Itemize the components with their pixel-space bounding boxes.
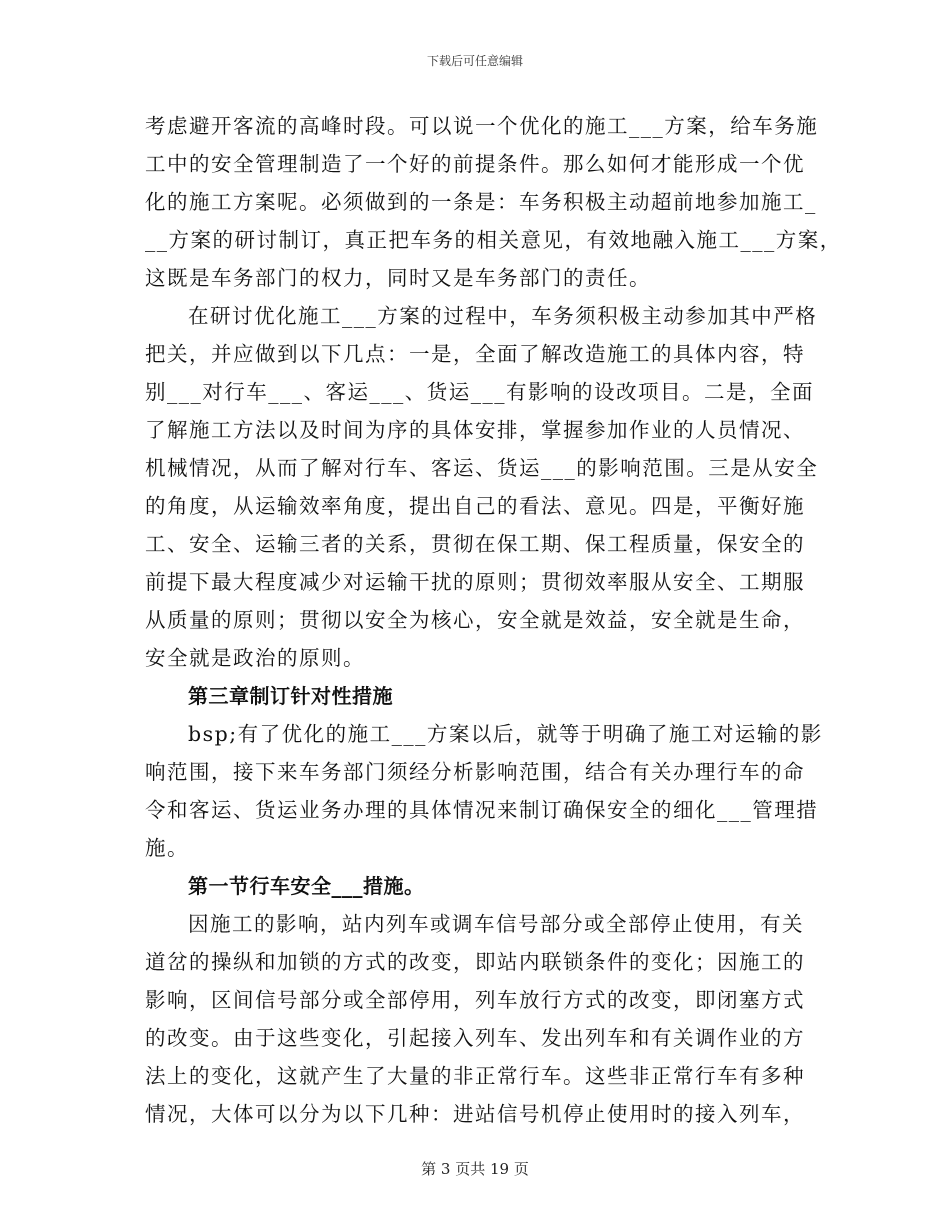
paragraph-line: 工中的安全管理制造了一个好的前提条件。那么如何才能形成一个优	[145, 152, 805, 176]
paragraph-line: 的角度，从运输效率角度，提出自己的看法、意见。四是，平衡好施	[145, 494, 805, 518]
chapter-heading: 第三章制订针对性措施	[188, 684, 393, 708]
page-number-footer: 第 3 页共 19 页	[421, 1160, 529, 1178]
paragraph-line: 道岔的操纵和加锁的方式的改变，即站内联锁条件的变化；因施工的	[145, 950, 805, 974]
paragraph-line: 令和客运、货运业务办理的具体情况来制订确保安全的细化___管理措	[145, 798, 819, 822]
paragraph-line: 情况，大体可以分为以下几种：进站信号机停止使用时的接入列车，	[145, 1102, 805, 1126]
paragraph-line: 了解施工方法以及时间为序的具体安排，掌握参加作业的人员情况、	[145, 418, 805, 442]
paragraph-line: 别___对行车___、客运___、货运___有影响的设改项目。二是，全面	[145, 380, 814, 404]
paragraph-line: 从质量的原则；贯彻以安全为核心，安全就是效益，安全就是生命，	[145, 608, 805, 632]
paragraph-line: 把关，并应做到以下几点：一是，全面了解改造施工的具体内容，特	[145, 342, 805, 366]
paragraph-line: __方案的研讨制订，真正把车务的相关意见，有效地融入施工___方案，	[145, 228, 842, 252]
paragraph-line: 响范围，接下来车务部门须经分析影响范围，结合有关办理行车的命	[145, 760, 805, 784]
section-heading: 第一节行车安全___措施。	[188, 874, 425, 898]
paragraph-line: 的改变。由于这些变化，引起接入列车、发出列车和有关调作业的方	[145, 1026, 805, 1050]
paragraph-line: 前提下最大程度减少对运输干扰的原则；贯彻效率服从安全、工期服	[145, 570, 805, 594]
paragraph-line: 考虑避开客流的高峰时段。可以说一个优化的施工___方案，给车务施	[145, 114, 819, 138]
paragraph-line: 这既是车务部门的权力，同时又是车务部门的责任。	[145, 266, 651, 290]
paragraph-line: 施。	[145, 836, 189, 860]
paragraph-line: 工、安全、运输三者的关系，贯彻在保工期、保工程质量，保安全的	[145, 532, 805, 556]
paragraph-line: 化的施工方案呢。必须做到的一条是：车务积极主动超前地参加施工_	[145, 190, 817, 214]
paragraph-line: 法上的变化，这就产生了大量的非正常行车。这些非正常行车有多种	[145, 1064, 805, 1088]
paragraph-line: bsp;有了优化的施工___方案以后，就等于明确了施工对运输的影	[188, 722, 823, 746]
paragraph-line: 安全就是政治的原则。	[145, 646, 365, 670]
paragraph-line: 机械情况，从而了解对行车、客运、货运___的影响范围。三是从安全	[145, 456, 819, 480]
paragraph-line: 因施工的影响，站内列车或调车信号部分或全部停止使用，有关	[188, 912, 804, 936]
paragraph-line: 影响，区间信号部分或全部停用，列车放行方式的改变，即闭塞方式	[145, 988, 805, 1012]
page-header: 下载后可任意编辑	[426, 54, 523, 68]
paragraph-line: 在研讨优化施工___方案的过程中，车务须积极主动参加其中严格	[188, 304, 818, 328]
